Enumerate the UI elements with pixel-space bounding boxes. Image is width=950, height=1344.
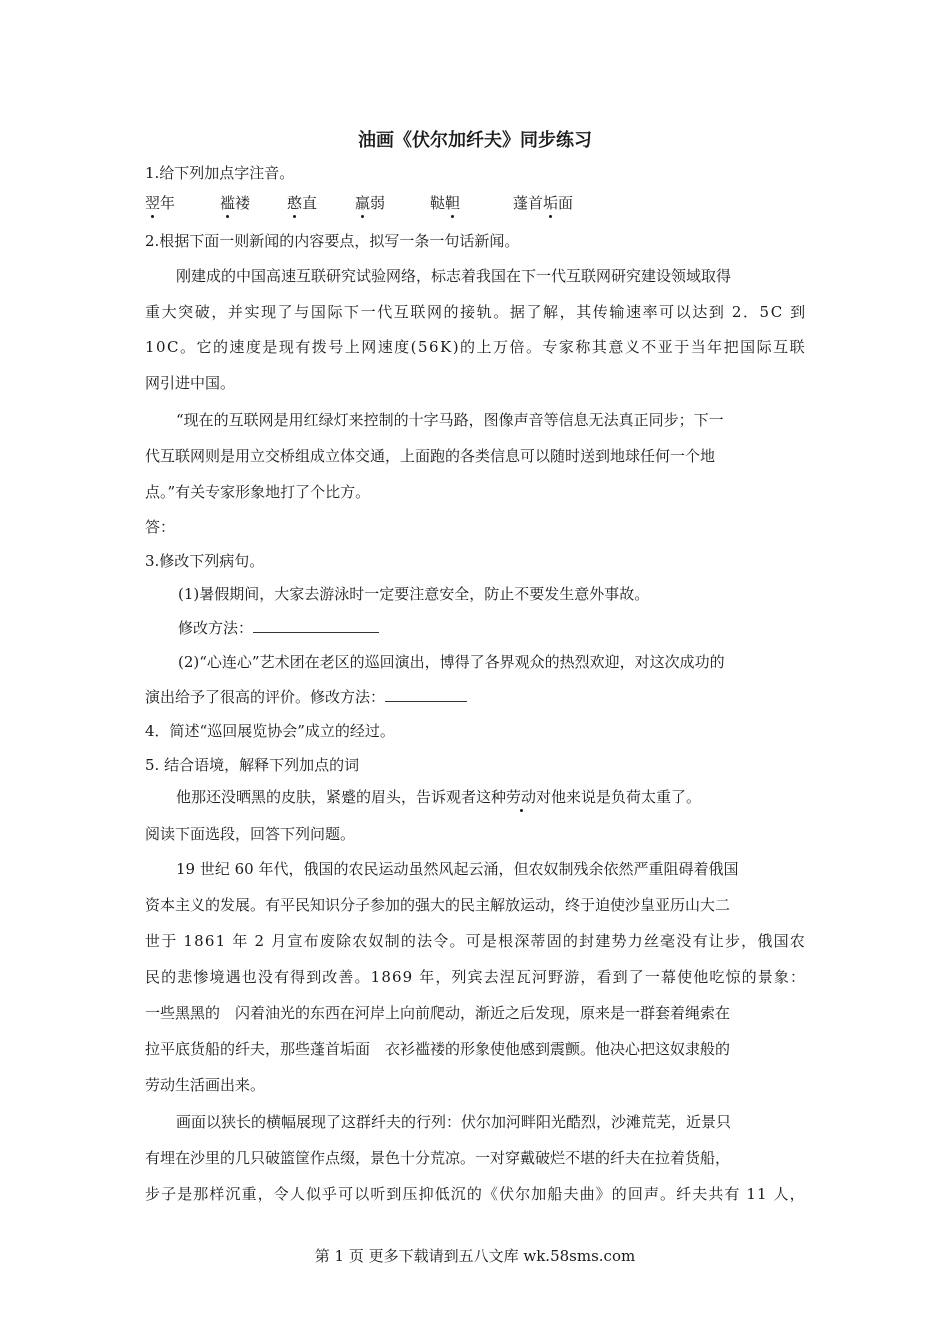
reading-line: 有埋在沙里的几只破篮筐作点缀，景色十分荒凉。一对穿戴破烂不堪的纤夫在拉着货船，	[145, 1149, 731, 1167]
q5-sentence	[176, 787, 701, 807]
q1-word-2-dotted: 褴	[220, 194, 236, 212]
q5-dotted-word: 劳动	[506, 788, 537, 806]
reading-line: 19 世纪 60 年代，俄国的农民运动虽然风起云涌，但农奴制残余依然严重阻碍着俄国	[176, 860, 739, 878]
q5-stem: 5. 结合语境，解释下列加点的词	[145, 756, 360, 774]
q1-word-5	[430, 193, 460, 213]
q3-stem: 3.修改下列病句。	[145, 552, 265, 570]
q1-word-3	[287, 193, 317, 213]
q1-word-1-rest: 年	[160, 194, 176, 212]
q1-word-1-dotted: 翌	[145, 194, 161, 212]
q1-word-6	[513, 193, 573, 213]
reading-line: 劳动生活画出来。	[145, 1076, 266, 1094]
q1-word-3-rest: 直	[302, 194, 318, 212]
q1-word-6-rest: 面	[558, 194, 574, 212]
q3-method-1	[178, 618, 379, 638]
q3-method-2-blank[interactable]	[385, 687, 467, 702]
q2-news-line: 网引进中国。	[145, 374, 236, 392]
q2-news-line: 10C。它的速度是现有拨号上网速度(56K)的上万倍。专家称其意义不亚于当年把国际互联	[145, 338, 807, 356]
q3-method-1-label: 修改方法：	[178, 619, 254, 637]
q3-method-2-label: 演出给予了很高的评价。修改方法：	[145, 688, 386, 706]
q1-word-3-dotted: 憨	[287, 194, 303, 212]
q2-quote-line: 点。”有关专家形象地打了个比方。	[145, 483, 371, 501]
q3-sentence-1: (1)暑假期间，大家去游泳时一定要注意安全，防止不要发生意外事故。	[178, 585, 650, 603]
q1-word-6-prefix: 蓬首	[513, 194, 544, 212]
q4-stem: 4．简述“巡回展览协会”成立的经过。	[145, 722, 395, 740]
q3-sentence-2: (2)“心连心”艺术团在老区的巡回演出，博得了各界观众的热烈欢迎，对这次成功的	[178, 653, 725, 671]
q1-stem: 1.给下列加点字注音。	[145, 164, 295, 182]
reading-line: 民的悲惨境遇也没有得到改善。1869 年，列宾去涅瓦河野游，看到了一幕使他吃惊的景象：	[145, 968, 807, 986]
reading-line: 资本主义的发展。有平民知识分子参加的强大的民主解放运动，终于迫使沙皇亚历山大二	[145, 896, 731, 914]
q1-word-5-dotted: 靼	[445, 194, 461, 212]
q1-word-2-rest: 褛	[235, 194, 251, 212]
q1-word-5-prefix: 鞑	[430, 194, 446, 212]
reading-line: 世于 1861 年 2 月宣布废除农奴制的法令。可是根深蒂固的封建势力丝毫没有让步，俄国农	[145, 932, 806, 950]
q5-sentence-pre: 他那还没晒黑的皮肤，紧蹙的眉头，告诉观者这种	[176, 788, 507, 806]
q2-stem: 2.根据下面一则新闻的内容要点，拟写一条一句话新闻。	[145, 232, 520, 250]
q2-quote-line: 代互联网则是用立交桥组成立体交通，上面跑的各类信息可以随时送到地球任何一个地	[145, 447, 716, 465]
reading-line: 拉平底货船的纤夫，那些蓬首垢面 衣衫褴褛的形象使他感到震颤。他决心把这奴隶般的	[145, 1040, 731, 1058]
q2-news-line: 重大突破，并实现了与国际下一代互联网的接轨。据了解，其传输速率可以达到 2．5C 到	[145, 303, 807, 321]
reading-line: 画面以狭长的横幅展现了这群纤夫的行列：伏尔加河畔阳光酷烈，沙滩荒芜，近景只	[176, 1113, 732, 1131]
q2-news-line: 刚建成的中国高速互联研究试验网络，标志着我国在下一代互联网研究建设领域取得	[176, 267, 732, 285]
reading-line: 步子是那样沉重，令人似乎可以听到压抑低沉的《伏尔加船夫曲》的回声。纤夫共有 11 人，	[145, 1185, 806, 1203]
q5-sentence-post: 对他来说是负荷太重了。	[536, 788, 702, 806]
q1-word-2	[220, 193, 250, 213]
q1-word-4-rest: 弱	[370, 194, 386, 212]
q1-word-4-dotted: 羸	[355, 194, 371, 212]
page-footer: 第 1 页 更多下载请到五八文库 wk.58sms.com	[314, 1247, 636, 1265]
reading-stem: 阅读下面选段，回答下列问题。	[145, 825, 356, 843]
q3-method-1-blank[interactable]	[253, 618, 379, 633]
q3-sentence-2-cont	[145, 687, 467, 707]
page-title: 油画《伏尔加纤夫》同步练习	[358, 130, 592, 151]
q2-answer-label: 答：	[145, 518, 176, 536]
q1-word-4	[355, 193, 385, 213]
q1-word-1	[145, 193, 175, 213]
q1-word-6-dotted: 垢	[543, 194, 559, 212]
reading-line: 一些黑黑的 闪着油光的东西在河岸上向前爬动，渐近之后发现，原来是一群套着绳索在	[145, 1004, 731, 1022]
q2-quote-line: “现在的互联网是用红绿灯来控制的十字马路，图像声音等信息无法真正同步；下一	[176, 411, 724, 429]
